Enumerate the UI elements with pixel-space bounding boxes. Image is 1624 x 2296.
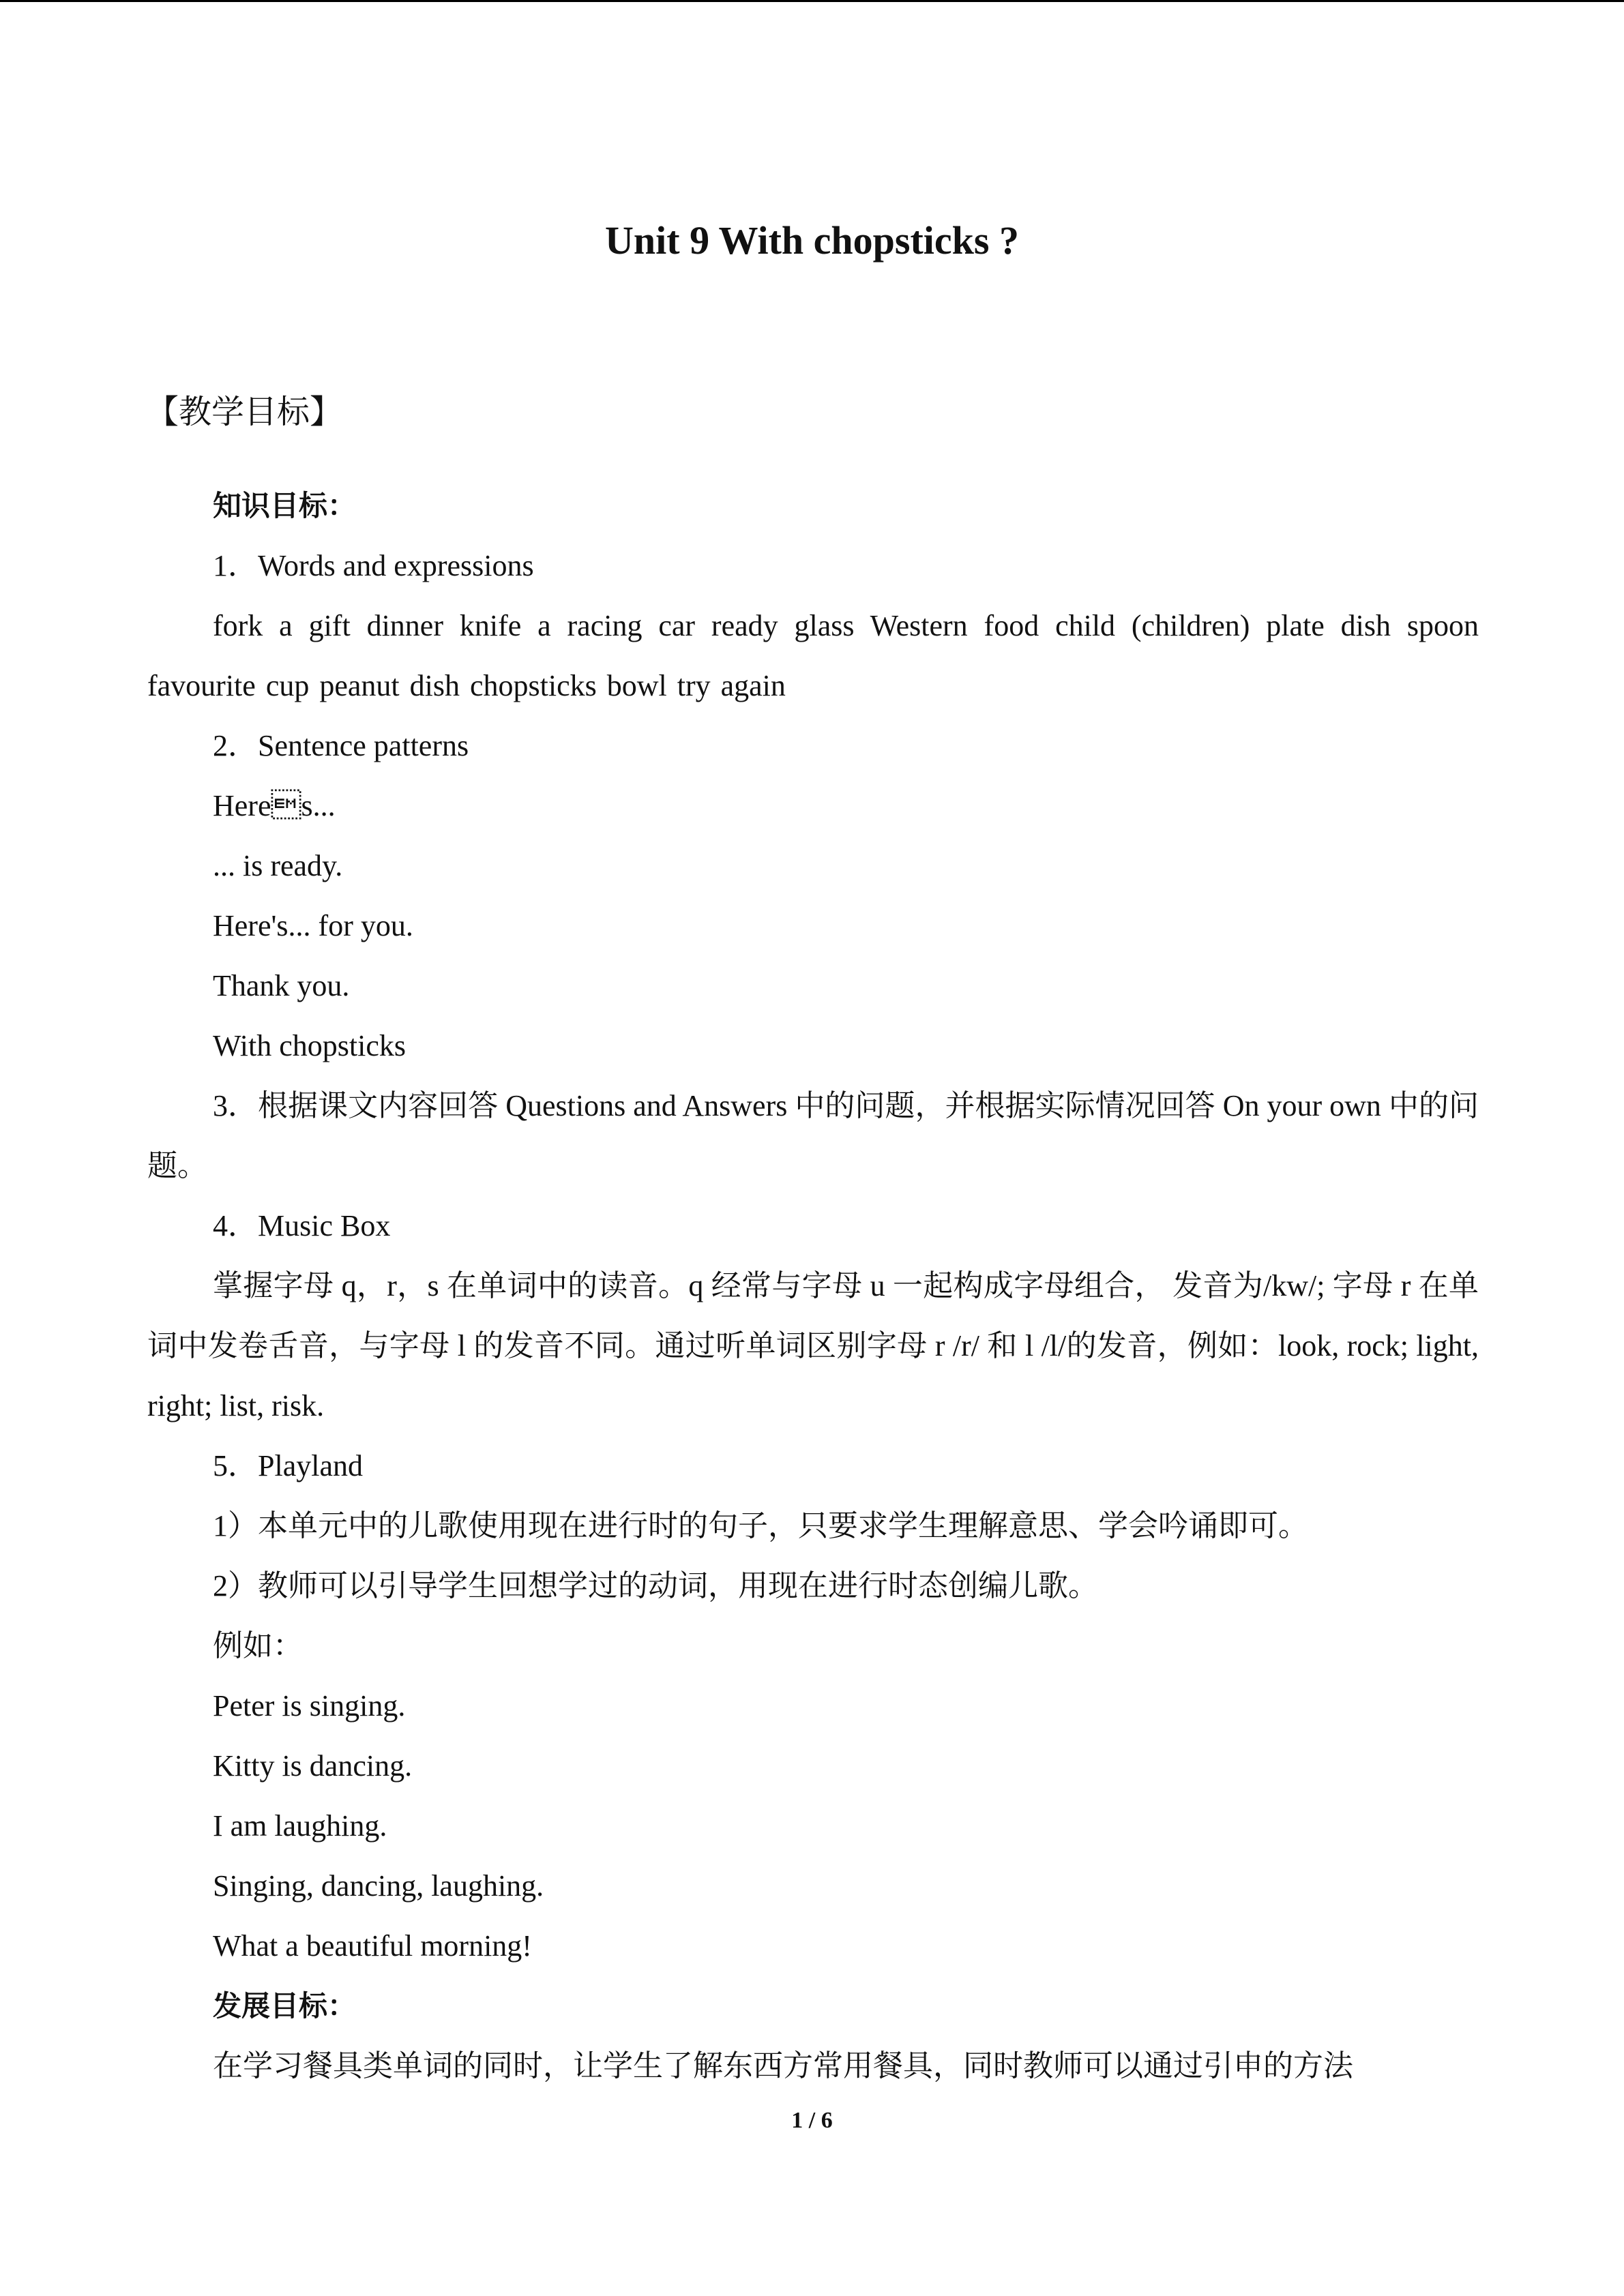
document-body xyxy=(147,476,1479,2096)
list-item-sentence-patterns: 2．Sentence patterns xyxy=(213,729,469,762)
music-box-paragraph: 掌握字母 q，r，s 在单词中的读音。q 经常与字母 u 一起构成字母组合， 发音为/kw/; 字母 r 在单词中发卷舌音，与字母 l 的发音不同。通过听单词区别字母 r /r/ 和 l /l/的发音，例如：look, rock; light, right; list, risk. xyxy=(147,1269,1479,1422)
list-item-words-expressions: 1．Words and expressions xyxy=(213,549,534,582)
sentence-pattern: Here's... for you. xyxy=(213,909,413,942)
page-number: 1 / 6 xyxy=(791,2108,833,2133)
vocabulary-paragraph: fork a gift dinner knife a racing car ready glass Western food child (children) plate dish spoon favourite cup peanut dish chopsticks bowl try again xyxy=(147,609,1479,702)
sentence-pattern: ... is ready. xyxy=(213,849,343,882)
section-heading-teaching-goals: 【教学目标】 xyxy=(146,393,343,431)
chant-line: Singing, dancing, laughing. xyxy=(213,1869,544,1903)
playland-note-2: 2）教师可以引导学生回想学过的动词，用现在进行时态创编儿歌。 xyxy=(213,1569,1098,1602)
subheading-development-goals: 发展目标： xyxy=(213,1989,357,2023)
chant-line: Kitty is dancing. xyxy=(213,1749,413,1783)
sentence-pattern: Thank you. xyxy=(213,969,350,1002)
list-item-playland: 5．Playland xyxy=(213,1449,363,1482)
example-label: 例如： xyxy=(213,1629,303,1663)
development-goals-paragraph: 在学习餐具类单词的同时，让学生了解东西方常用餐具，同时教师可以通过引申的方法 xyxy=(213,2049,1353,2083)
sentence-pattern: With chopsticks xyxy=(213,1029,406,1062)
list-item-music-box: 4．Music Box xyxy=(213,1209,391,1242)
chant-line: What a beautiful morning! xyxy=(213,1929,532,1963)
playland-note-1: 1）本单元中的儿歌使用现在进行时的句子，只要求学生理解意思、学会吟诵即可。 xyxy=(213,1509,1308,1542)
chant-line: Peter is singing. xyxy=(213,1689,406,1723)
chant-line: I am laughing. xyxy=(213,1809,387,1843)
document-title: Unit 9 With chopsticks ? xyxy=(605,218,1019,263)
subheading-knowledge-goals: 知识目标： xyxy=(213,489,357,522)
list-item-questions-answers: 3．根据课文内容回答 Questions and Answers 中的问题，并根据实际情况回答 On your own 中的问题。 xyxy=(147,1089,1479,1182)
sentence-pattern: Heres... xyxy=(213,789,336,822)
